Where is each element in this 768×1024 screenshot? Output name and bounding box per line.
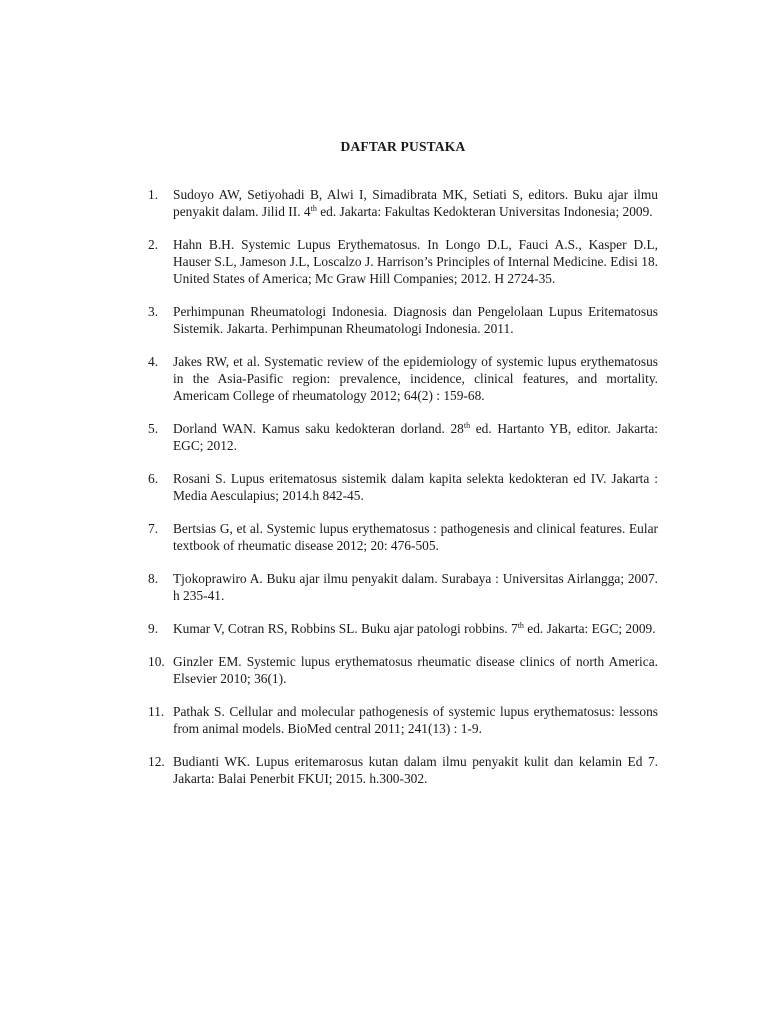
page-title: DAFTAR PUSTAKA (340, 139, 466, 154)
reference-number: 10. (148, 654, 165, 669)
reference-text-main: Sudoyo AW, Setiyohadi B, Alwi I, Simadibrata MK, Setiati S, editors. Buku ajar ilmu penyakit dalam. Jilid II. 4 (173, 187, 658, 219)
reference-item (148, 520, 658, 554)
reference-text (173, 654, 658, 686)
reference-text-main: Bertsias G, et al. Systemic lupus erythematosus : pathogenesis and clinical features. Eular textbook of rheumatic disease 2012; 20: 476-505. (173, 521, 658, 553)
reference-text (173, 571, 658, 603)
reference-number: 8. (148, 571, 159, 586)
reference-number: 11. (148, 704, 165, 719)
reference-item (148, 303, 658, 337)
reference-item (148, 186, 658, 220)
reference-text (173, 237, 658, 286)
reference-text-main: Ginzler EM. Systemic lupus erythematosus rheumatic disease clinics of north America. Elsevier 2010; 36(1). (173, 654, 658, 686)
reference-superscript: th (310, 204, 317, 213)
reference-list (148, 186, 658, 803)
reference-number: 4. (148, 354, 159, 369)
reference-item (148, 620, 658, 637)
reference-superscript: th (463, 421, 471, 430)
reference-item (148, 653, 658, 687)
reference-text-main: Kumar V, Cotran RS, Robbins SL. Buku ajar patologi robbins. 7 (173, 621, 518, 636)
reference-item (148, 470, 658, 504)
reference-item (148, 703, 658, 737)
reference-text (173, 754, 658, 786)
reference-text-rest: ed. Jakarta: EGC; 2009. (523, 621, 656, 636)
reference-text (173, 621, 656, 636)
reference-item (148, 353, 658, 404)
reference-number: 5. (148, 421, 159, 436)
reference-item (148, 570, 658, 604)
reference-superscript: th (517, 621, 524, 630)
reference-text-main: Hahn B.H. Systemic Lupus Erythematosus. In Longo D.L, Fauci A.S., Kasper D.L, Hauser S.L, Jameson J.L, Loscalzo J. Harrison’s Principles of Internal Medicine. Edisi 18. United States of America; Mc Graw Hill Companies; 2012. H 2724-35. (173, 237, 658, 286)
reference-text (173, 304, 658, 336)
reference-number: 9. (148, 621, 159, 636)
reference-text (173, 187, 658, 219)
reference-number: 7. (148, 521, 159, 536)
reference-text-main: Tjokoprawiro A. Buku ajar ilmu penyakit dalam. Surabaya : Universitas Airlangga; 2007. h 235-41. (173, 571, 658, 603)
reference-text (173, 354, 658, 403)
reference-text-main: Budianti WK. Lupus eritemarosus kutan dalam ilmu penyakit kulit dan kelamin Ed 7. Jakarta: Balai Penerbit FKUI; 2015. h.300-302. (173, 754, 658, 786)
reference-number: 1. (148, 187, 159, 202)
reference-text-main: Perhimpunan Rheumatologi Indonesia. Diagnosis dan Pengelolaan Lupus Eritematosus Sistemik. Jakarta. Perhimpunan Rheumatologi Indonesia. 2011. (173, 304, 658, 336)
reference-text (173, 704, 658, 736)
reference-item (148, 420, 658, 454)
reference-number: 2. (148, 237, 159, 252)
reference-number: 12. (148, 754, 165, 769)
reference-number: 6. (148, 471, 159, 486)
reference-text-main: Dorland WAN. Kamus saku kedokteran dorland. 28 (173, 421, 464, 436)
reference-text (173, 421, 658, 453)
reference-text (173, 471, 658, 503)
reference-text-main: Jakes RW, et al. Systematic review of the epidemiology of systemic lupus erythematosus in the Asia-Pasific region: prevalence, incidence, clinical features, and mortality. Americam College of rheumatology 2012; 64(2) : 159-68. (173, 354, 658, 403)
reference-item (148, 753, 658, 787)
reference-text (173, 521, 658, 553)
reference-text-rest: ed. Jakarta: Fakultas Kedokteran Universitas Indonesia; 2009. (316, 204, 653, 219)
reference-text-main: Rosani S. Lupus eritematosus sistemik dalam kapita selekta kedokteran ed IV. Jakarta : Media Aesculapius; 2014.h 842-45. (173, 471, 658, 503)
reference-number: 3. (148, 304, 159, 319)
reference-text-rest: ed. Hartanto YB, editor. Jakarta: EGC; 2012. (173, 421, 658, 453)
reference-item (148, 236, 658, 287)
reference-text-main: Pathak S. Cellular and molecular pathogenesis of systemic lupus erythematosus: lessons from animal models. BioMed central 2011; 241(13) : 1-9. (173, 704, 658, 736)
